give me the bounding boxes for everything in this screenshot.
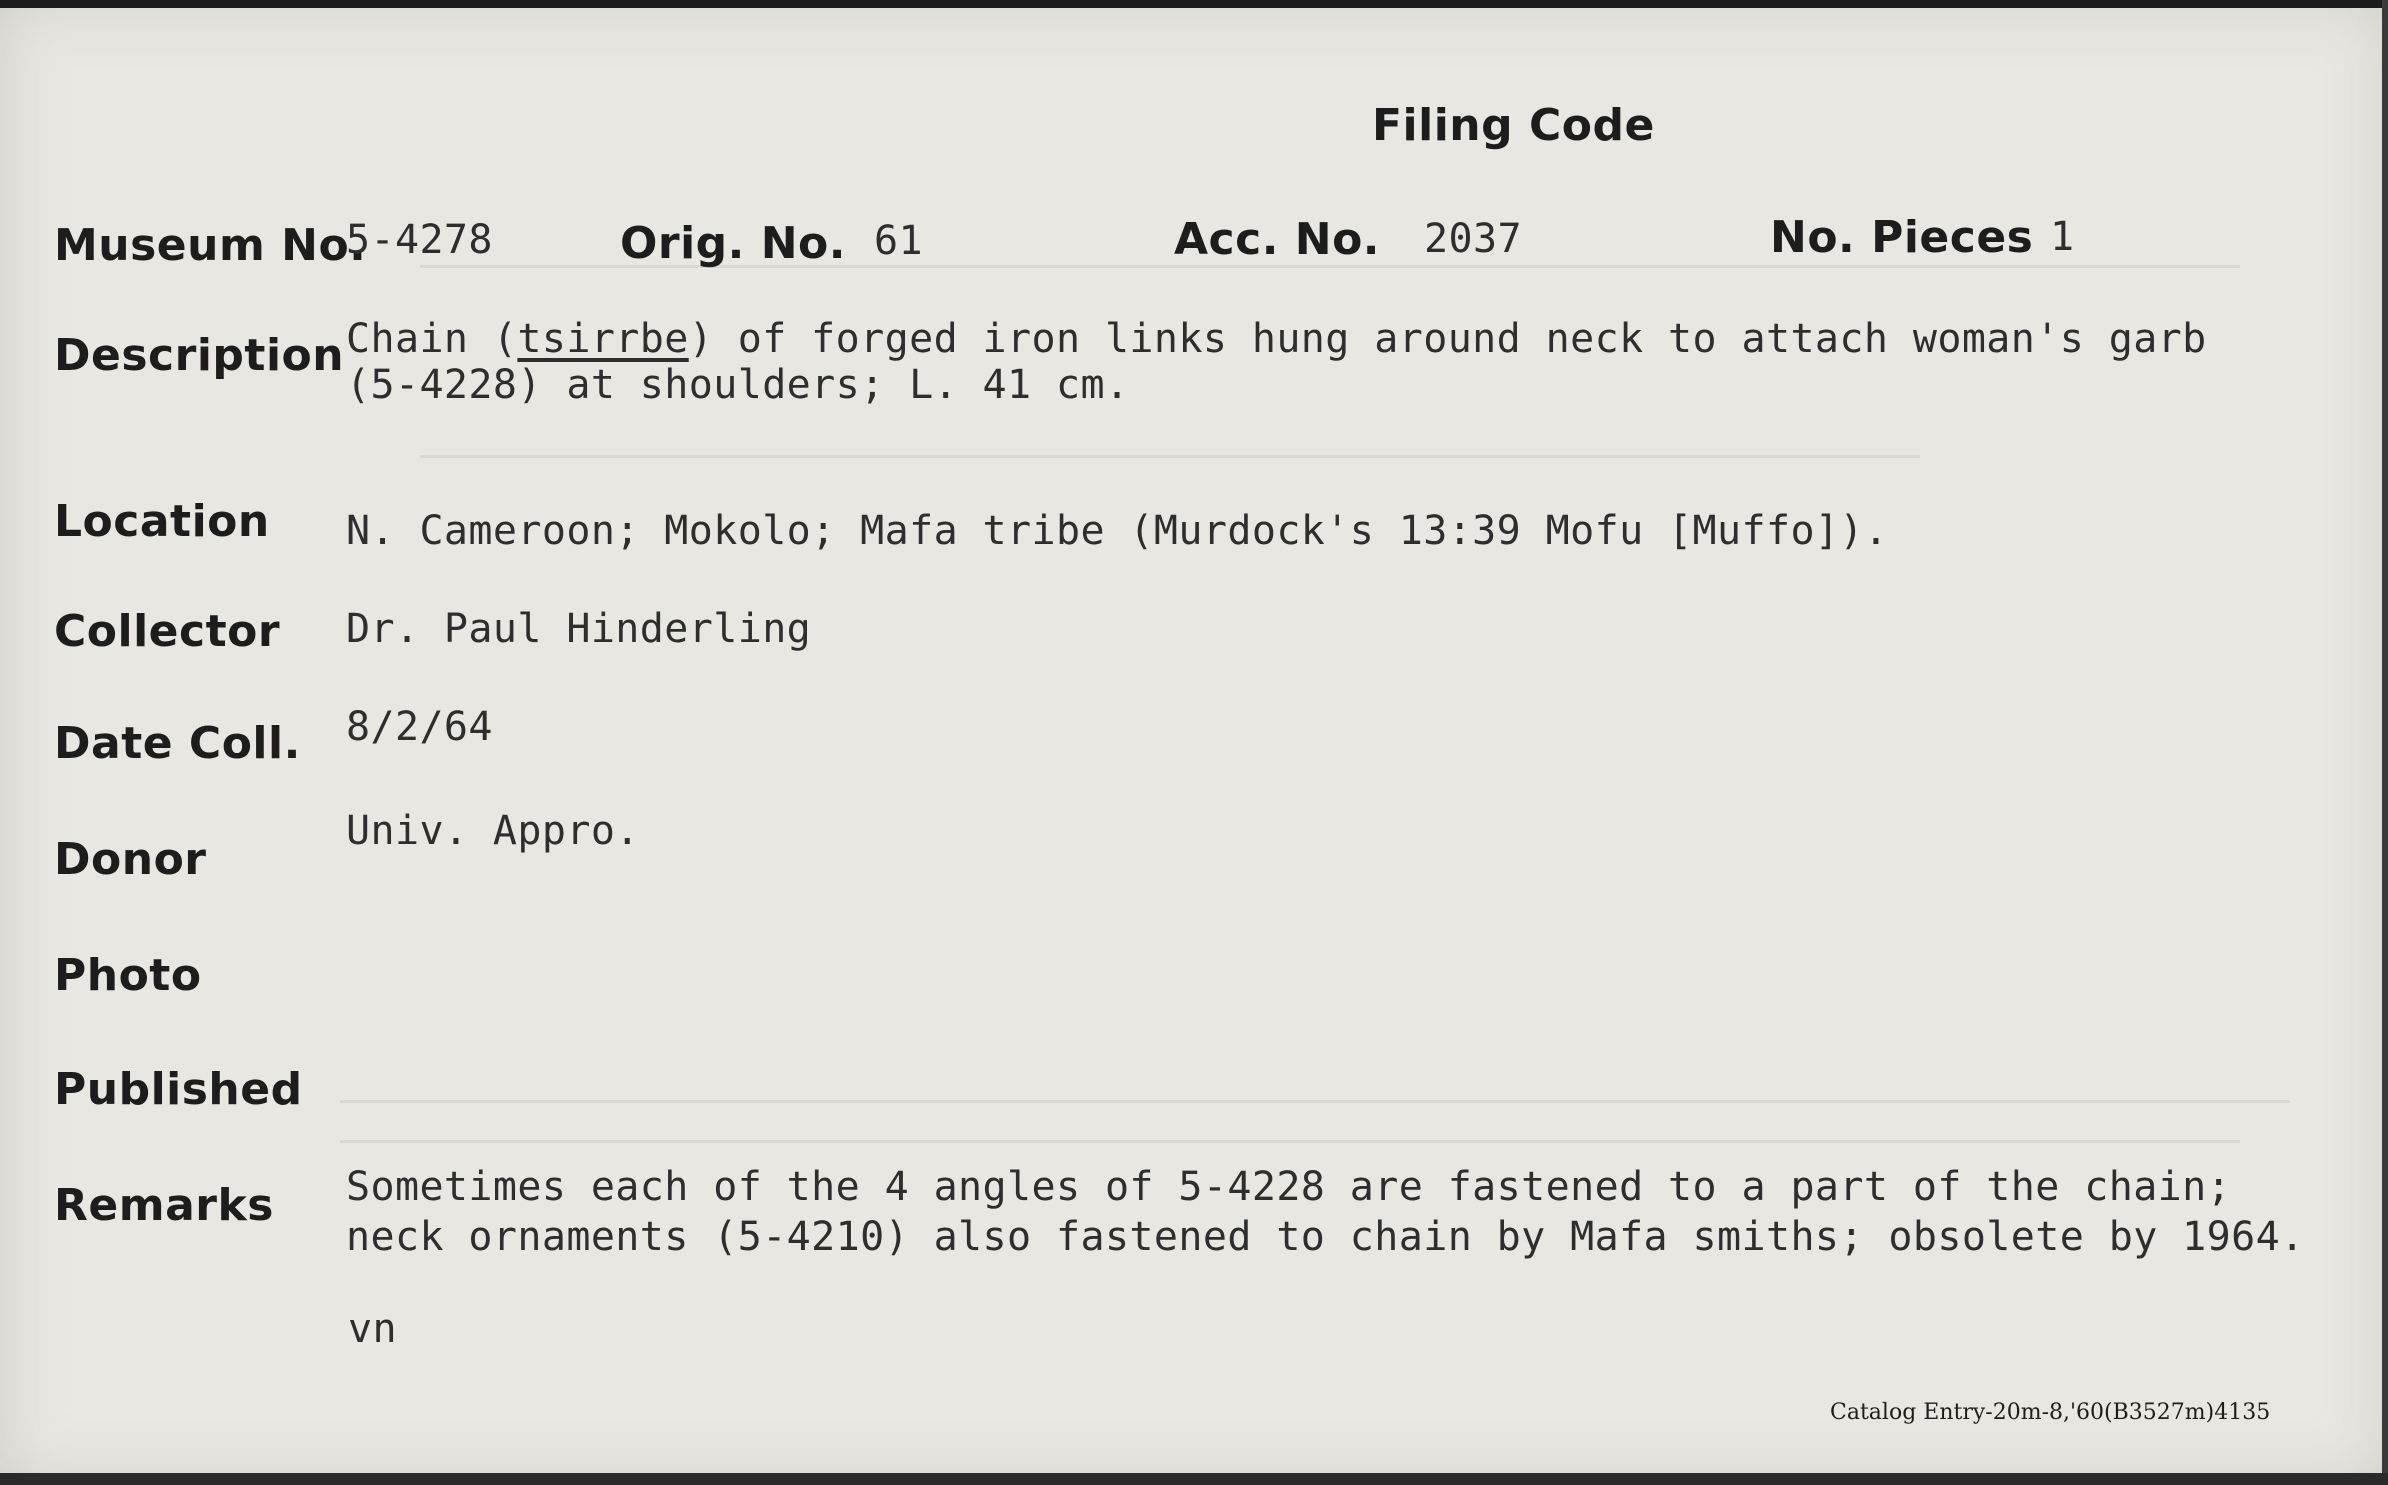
- collector-value: Dr. Paul Hinderling: [346, 606, 812, 652]
- date-coll-value: 8/2/64: [346, 704, 493, 750]
- photo-label: Photo: [54, 950, 202, 1001]
- no-pieces-label: No. Pieces: [1770, 212, 2034, 263]
- description-line-1-pre: Chain (: [346, 316, 518, 362]
- remarks-line-1: Sometimes each of the 4 angles of 5-4228 are fastened to a part of the chain;: [346, 1164, 2232, 1210]
- donor-value: Univ. Appro.: [346, 808, 640, 854]
- ghost-line: [420, 455, 1920, 458]
- donor-label: Donor: [54, 834, 207, 885]
- description-line-2: (5-4228) at shoulders; L. 41 cm.: [346, 362, 1130, 408]
- catalog-entry-footer: Catalog Entry-20m-8,'60(B3527m)4135: [1830, 1400, 2271, 1425]
- orig-no-value: 61: [874, 218, 923, 264]
- card-right-edge: [2382, 0, 2388, 1485]
- description-line-1: [346, 316, 2207, 362]
- published-label: Published: [54, 1064, 303, 1115]
- ghost-line: [340, 1140, 2240, 1143]
- no-pieces-value: 1: [2050, 214, 2075, 260]
- description-term: tsirrbe: [517, 316, 689, 362]
- card-bottom-edge: [0, 1473, 2388, 1485]
- collector-label: Collector: [54, 606, 281, 657]
- location-value: N. Cameroon; Mokolo; Mafa tribe (Murdock's 13:39 Mofu [Muffo]).: [346, 508, 1889, 554]
- remarks-label: Remarks: [54, 1180, 274, 1231]
- date-coll-label: Date Coll.: [54, 718, 301, 769]
- museum-no-label: Museum No.: [54, 220, 367, 271]
- description-label: Description: [54, 330, 345, 381]
- filing-code-label: Filing Code: [1372, 100, 1655, 151]
- card-top-edge: [0, 0, 2388, 8]
- museum-no-value: 5-4278: [346, 217, 493, 263]
- acc-no-label: Acc. No.: [1174, 214, 1381, 265]
- ghost-line: [340, 1100, 2290, 1103]
- acc-no-value: 2037: [1424, 216, 1522, 262]
- location-label: Location: [54, 496, 270, 547]
- cataloger-initials: vn: [348, 1306, 397, 1352]
- orig-no-label: Orig. No.: [620, 218, 846, 269]
- description-line-1-post: ) of forged iron links hung around neck to attach woman's garb: [688, 316, 2207, 362]
- remarks-line-2: neck ornaments (5-4210) also fastened to chain by Mafa smiths; obsolete by 1964.: [346, 1214, 2305, 1260]
